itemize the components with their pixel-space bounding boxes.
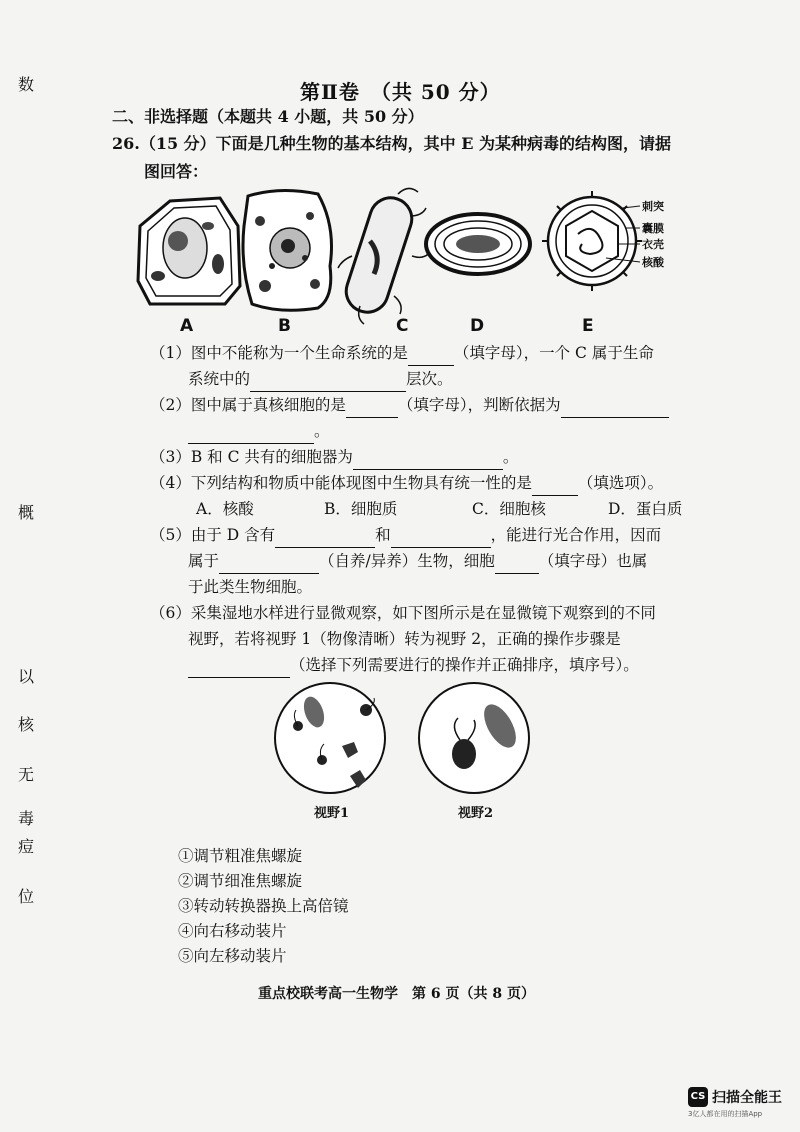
virus-part-label: 刺突 [642, 200, 664, 213]
question-text: 和 [375, 526, 391, 544]
operation-steps [178, 844, 349, 969]
subquestion-6-cont: 视野，若将视野 1（物像清晰）转为视野 2，正确的操作步骤是 [188, 630, 621, 648]
virus-part-label: 衣壳 [642, 238, 664, 251]
question-text: 系统中的 [188, 370, 251, 388]
answer-blank[interactable] [188, 425, 314, 444]
stem-line: 26.（15 分）下面是几种生物的基本结构，其中 E 为某种病毒的结构图，请据 [112, 134, 672, 153]
margin-char: 痘 [18, 837, 35, 856]
field-2-drawing [419, 683, 529, 793]
section-heading: 二、非选择题（本题共 4 小题，共 50 分） [112, 107, 424, 126]
answer-blank[interactable] [353, 451, 503, 470]
answer-blank[interactable] [391, 529, 491, 548]
subquestion-4 [150, 470, 663, 496]
answer-blank[interactable] [219, 555, 319, 574]
margin-char: 位 [18, 887, 35, 906]
virus-drawing [542, 191, 642, 291]
figure-label-c: C [396, 316, 409, 336]
subquestion-5-end: 于此类生物细胞。 [188, 578, 313, 596]
margin-char: 核 [18, 715, 35, 734]
figure-label-b: B [278, 316, 291, 336]
question-text: （3）B 和 C 共有的细胞器为 [150, 448, 353, 466]
step-item: ④向右移动装片 [178, 922, 287, 940]
question-text: （自养/异养）生物，细胞 [319, 552, 495, 570]
option[interactable]: B．细胞质 [324, 500, 398, 518]
organism-figure [130, 186, 690, 336]
option[interactable]: A．核酸 [196, 500, 254, 518]
question-text: （1）图中不能称为一个生命系统的是 [150, 344, 408, 362]
question-text: （填选项）。 [577, 474, 664, 492]
option[interactable]: C．细胞核 [472, 500, 546, 518]
field-label-1: 视野1 [314, 806, 350, 821]
figure-label-e: E [582, 316, 594, 336]
question-text: （填字母），判断依据为 [397, 396, 561, 414]
question-26-stem [112, 130, 712, 186]
figure-label-a: A [180, 316, 194, 336]
scanner-tagline: 3亿人都在用的扫描App [688, 1109, 763, 1118]
page-title: 第Ⅱ卷 （共 50 分） [300, 80, 501, 104]
virus-part-label: 囊膜 [642, 222, 664, 235]
question-text: 。 [314, 422, 330, 440]
figure-label-d: D [470, 316, 485, 336]
answer-blank[interactable] [408, 347, 454, 366]
question-text: 属于 [188, 552, 220, 570]
question-text: （2）图中属于真核细胞的是 [150, 396, 346, 414]
step-item: ②调节细准焦螺旋 [178, 872, 303, 890]
bacterium-drawing [338, 188, 430, 324]
scanner-brand: 扫描全能王 [712, 1089, 782, 1106]
stem-line: 图回答： [144, 162, 209, 181]
answer-blank[interactable] [250, 373, 406, 392]
step-item: ⑤向左移动装片 [178, 947, 287, 965]
microscope-field-drawings [270, 680, 540, 800]
question-text: ，能进行光合作用，因而 [490, 526, 662, 544]
page-footer: 重点校联考高一生物学 第 6 页（共 8 页） [258, 986, 535, 1002]
answer-blank[interactable] [346, 399, 398, 418]
microscope-fields [270, 680, 540, 820]
scanner-logo-icon: CS [688, 1087, 708, 1107]
answer-blank[interactable] [188, 659, 290, 678]
margin-char: 毒 [18, 809, 35, 828]
subquestion-6-end [188, 652, 639, 678]
question-text: （5）由于 D 含有 [150, 526, 276, 544]
answer-blank[interactable] [275, 529, 375, 548]
margin-char: 数 [18, 75, 35, 94]
organism-drawings [130, 186, 690, 336]
field-label-2: 视野2 [458, 806, 494, 821]
step-item: ①调节粗准焦螺旋 [178, 847, 303, 865]
answer-blank[interactable] [532, 477, 578, 496]
scanner-watermark [688, 1086, 782, 1119]
question-text: （填字母）也属 [538, 552, 648, 570]
subquestion-6: （6）采集湿地水样进行显微观察，如下图所示是在显微镜下观察到的不同 [150, 604, 656, 622]
subquestion-4-options [196, 496, 682, 522]
animal-cell-drawing [243, 190, 332, 310]
subquestion-2-cont [188, 418, 330, 444]
answer-blank[interactable] [561, 399, 669, 418]
subquestion-3 [150, 444, 518, 470]
question-text: （4）下列结构和物质中能体现图中生物具有统一性的是 [150, 474, 532, 492]
subquestion-1 [150, 340, 654, 366]
question-text: 层次。 [406, 370, 453, 388]
subquestion-5 [150, 522, 661, 548]
question-text: （填字母），一个 C 属于生命 [453, 344, 654, 362]
margin-char: 以 [18, 667, 35, 686]
virus-part-label: 核酸 [642, 256, 664, 269]
margin-char: 概 [18, 503, 35, 522]
field-1-drawing [275, 683, 385, 793]
subquestion-2 [150, 392, 669, 418]
question-text: （选择下列需要进行的操作并正确排序，填序号）。 [290, 656, 639, 674]
option[interactable]: D．蛋白质 [608, 500, 683, 518]
plant-cell-drawing [138, 198, 240, 304]
subquestion-5-cont [188, 548, 647, 574]
step-item: ③转动转换器换上高倍镜 [178, 897, 349, 915]
subquestion-1-cont [188, 366, 453, 392]
question-text: 。 [502, 448, 519, 466]
cyanobacterium-drawing [426, 214, 530, 274]
margin-char: 无 [18, 765, 35, 784]
answer-blank[interactable] [495, 555, 539, 574]
